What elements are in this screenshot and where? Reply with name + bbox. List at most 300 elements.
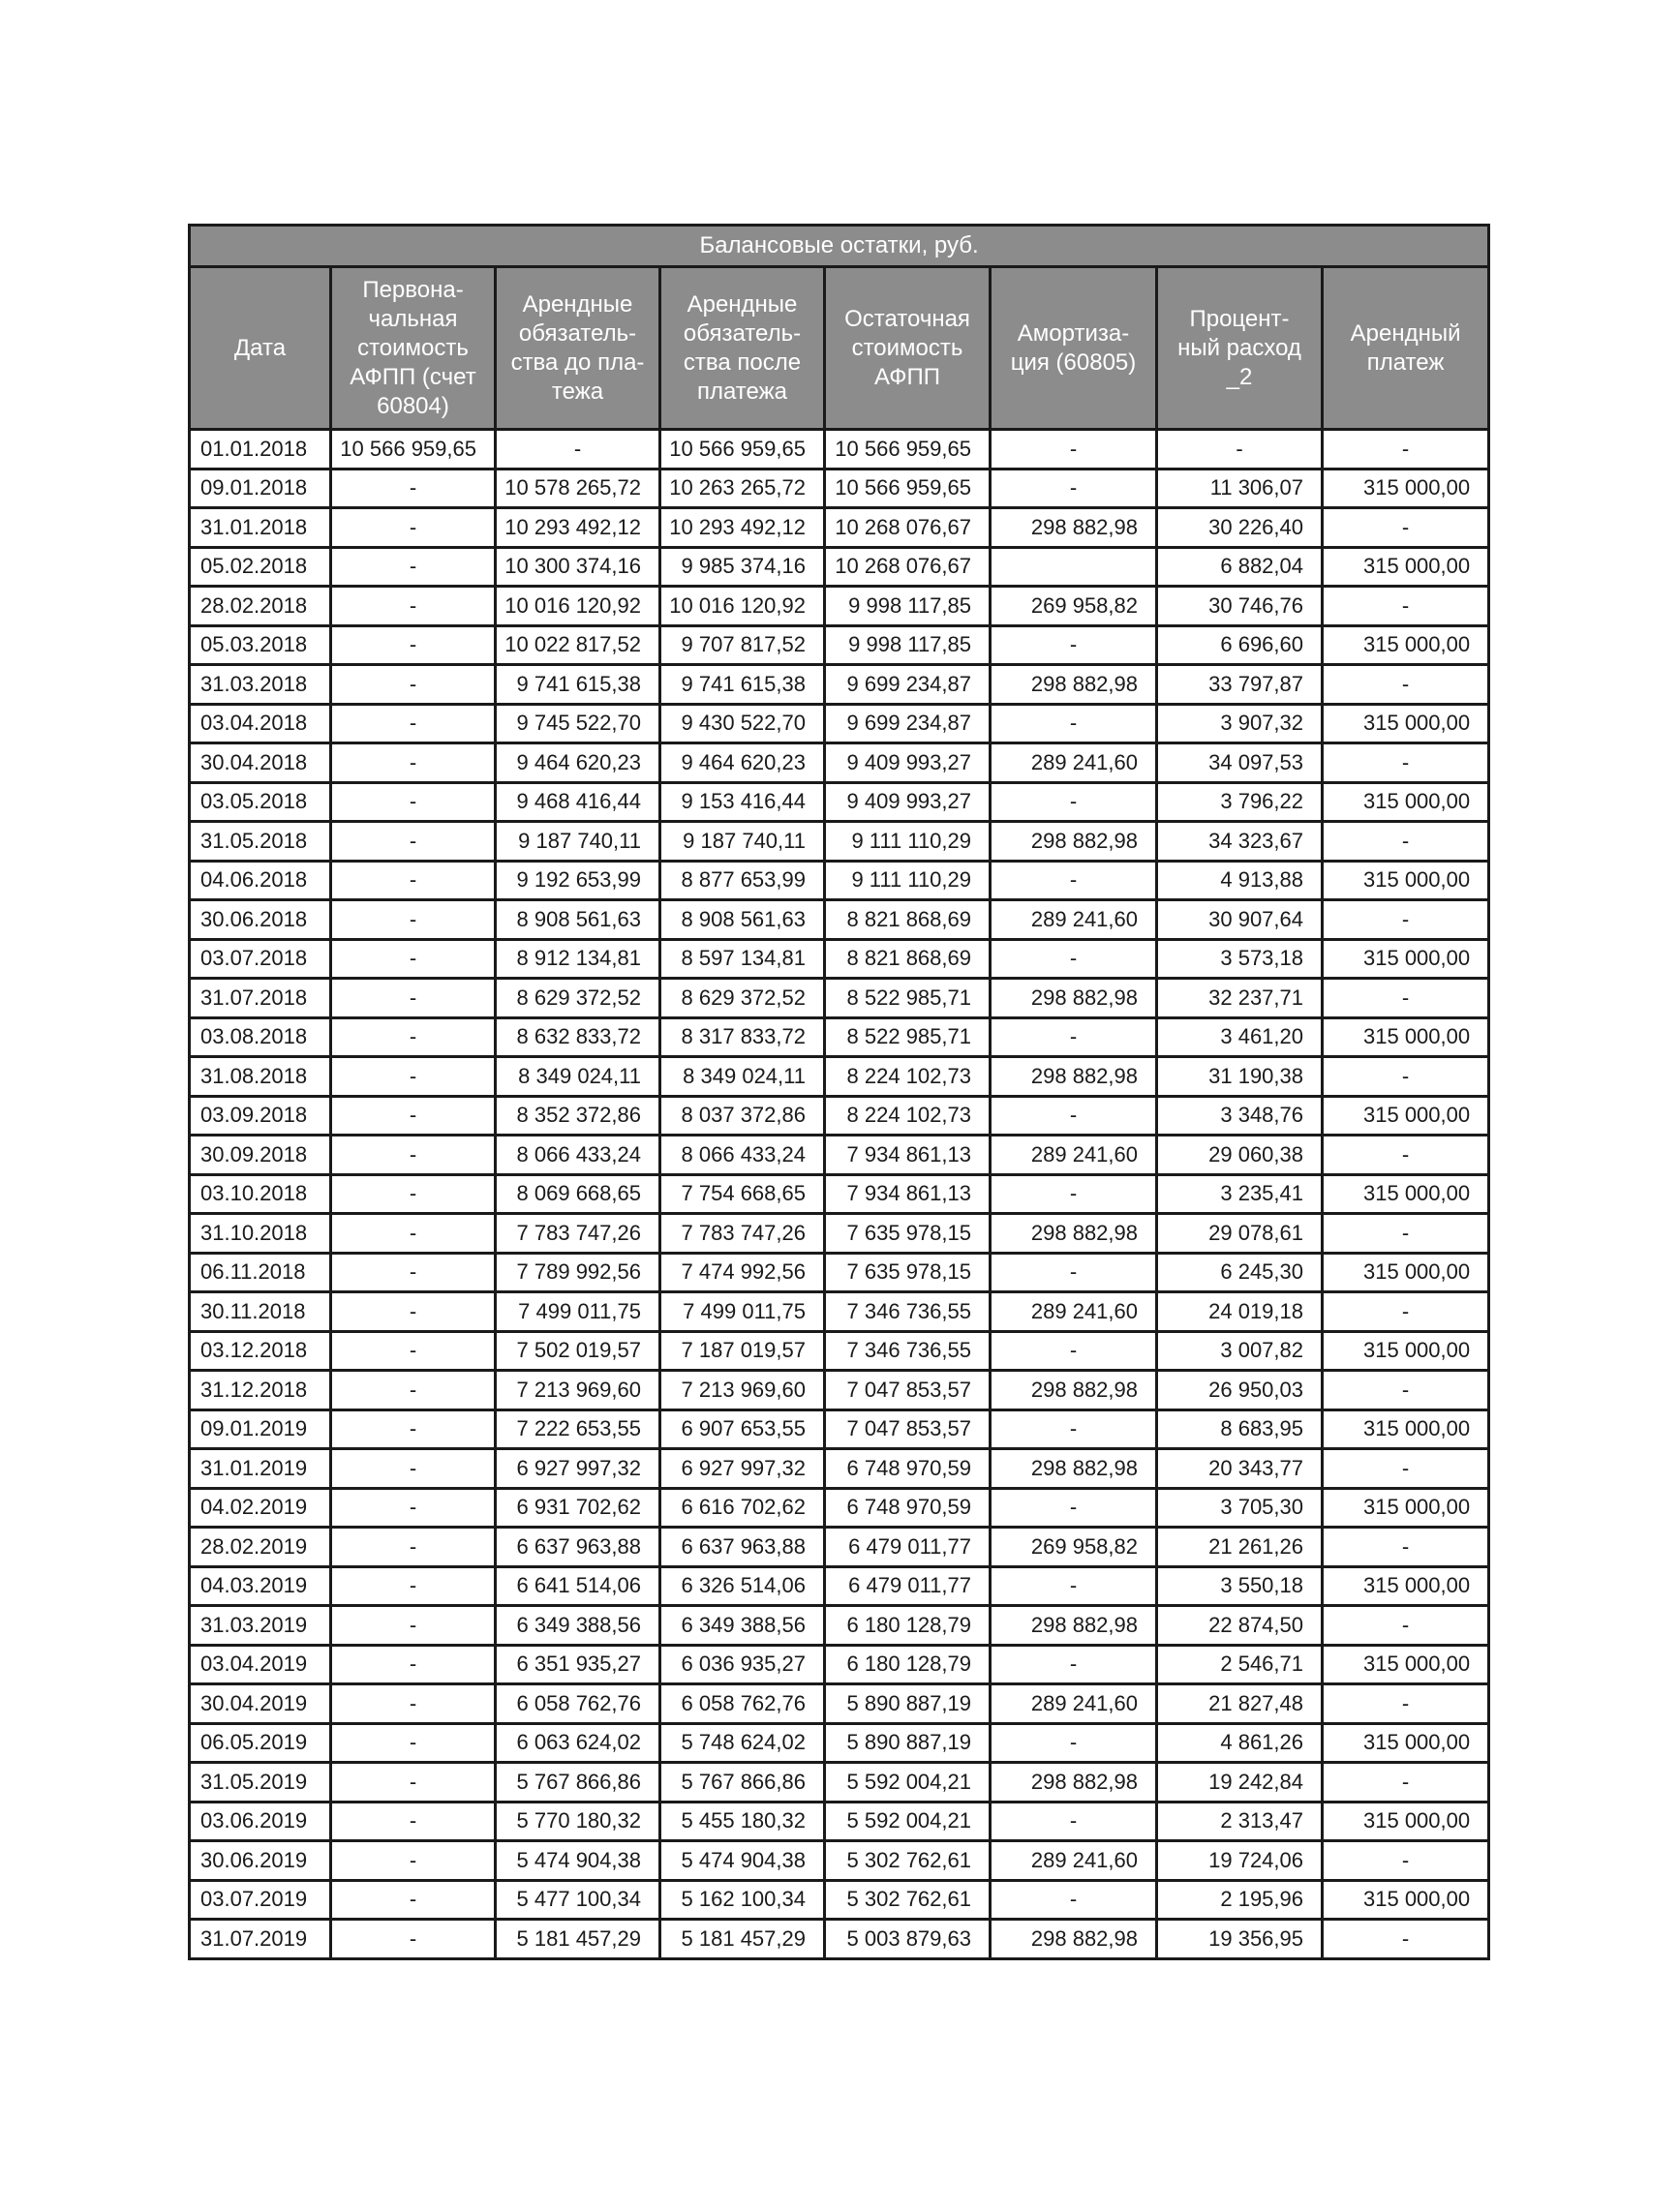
cell-initial-cost: -: [331, 1920, 496, 1959]
cell-liabilities-before: 8 912 134,81: [496, 939, 660, 979]
cell-interest-expense: 3 348,76: [1157, 1096, 1323, 1136]
cell-date: 03.05.2018: [190, 782, 331, 822]
table-row: [190, 1174, 1489, 1214]
cell-liabilities-before: 8 632 833,72: [496, 1017, 660, 1057]
cell-liabilities-after: 9 707 817,52: [660, 625, 825, 665]
cell-initial-cost: -: [331, 1136, 496, 1175]
cell-interest-expense: 2 195,96: [1157, 1880, 1323, 1920]
table-row: [190, 547, 1489, 587]
cell-initial-cost: -: [331, 1409, 496, 1449]
cell-interest-expense: 3 907,32: [1157, 704, 1323, 743]
cell-interest-expense: 11 306,07: [1157, 469, 1323, 508]
cell-interest-expense: 33 797,87: [1157, 665, 1323, 705]
cell-liabilities-before: 5 767 866,86: [496, 1763, 660, 1803]
cell-residual-value: 7 346 736,55: [825, 1292, 991, 1332]
cell-liabilities-after: 8 877 653,99: [660, 861, 825, 900]
cell-liabilities-before: 8 352 372,86: [496, 1096, 660, 1136]
cell-lease-payment: -: [1323, 1449, 1489, 1489]
cell-date: 03.04.2019: [190, 1645, 331, 1684]
cell-date: 30.09.2018: [190, 1136, 331, 1175]
cell-liabilities-after: 8 037 372,86: [660, 1096, 825, 1136]
column-header-liabilities-after: Арендные обязатель- ства после платежа: [660, 267, 825, 430]
cell-initial-cost: -: [331, 1488, 496, 1528]
cell-initial-cost: -: [331, 1606, 496, 1646]
cell-date: 03.12.2018: [190, 1331, 331, 1371]
cell-lease-payment: 315 000,00: [1323, 1331, 1489, 1371]
cell-liabilities-after: 7 187 019,57: [660, 1331, 825, 1371]
cell-lease-payment: -: [1323, 1371, 1489, 1410]
cell-liabilities-after: 5 767 866,86: [660, 1763, 825, 1803]
table-title: Балансовые остатки, руб.: [190, 226, 1489, 267]
cell-depreciation: [991, 547, 1157, 587]
cell-liabilities-before: 5 474 904,38: [496, 1841, 660, 1881]
balance-table: [188, 224, 1490, 1960]
cell-liabilities-before: 8 349 024,11: [496, 1057, 660, 1097]
cell-residual-value: 9 409 993,27: [825, 743, 991, 783]
cell-lease-payment: 315 000,00: [1323, 1723, 1489, 1763]
cell-depreciation: -: [991, 1253, 1157, 1292]
cell-lease-payment: 315 000,00: [1323, 782, 1489, 822]
cell-initial-cost: -: [331, 1645, 496, 1684]
cell-depreciation: 298 882,98: [991, 1057, 1157, 1097]
cell-depreciation: 289 241,60: [991, 900, 1157, 940]
cell-date: 04.03.2019: [190, 1566, 331, 1606]
cell-date: 09.01.2019: [190, 1409, 331, 1449]
column-header-liabilities-before: Арендные обязатель- ства до пла- тежа: [496, 267, 660, 430]
cell-date: 31.07.2018: [190, 979, 331, 1018]
cell-initial-cost: -: [331, 1802, 496, 1841]
cell-residual-value: 7 047 853,57: [825, 1371, 991, 1410]
table-row: [190, 1371, 1489, 1410]
cell-lease-payment: -: [1323, 1606, 1489, 1646]
cell-liabilities-before: 7 783 747,26: [496, 1214, 660, 1254]
cell-interest-expense: 3 235,41: [1157, 1174, 1323, 1214]
cell-depreciation: -: [991, 1096, 1157, 1136]
cell-liabilities-before: 6 931 702,62: [496, 1488, 660, 1528]
cell-interest-expense: 19 356,95: [1157, 1920, 1323, 1959]
cell-depreciation: -: [991, 1880, 1157, 1920]
cell-liabilities-after: 8 629 372,52: [660, 979, 825, 1018]
table-row: [190, 1488, 1489, 1528]
cell-depreciation: 298 882,98: [991, 1214, 1157, 1254]
cell-interest-expense: 6 696,60: [1157, 625, 1323, 665]
cell-depreciation: 289 241,60: [991, 1136, 1157, 1175]
cell-liabilities-before: 9 187 740,11: [496, 822, 660, 862]
cell-date: 04.02.2019: [190, 1488, 331, 1528]
cell-date: 05.02.2018: [190, 547, 331, 587]
cell-residual-value: 10 566 959,65: [825, 469, 991, 508]
cell-date: 30.11.2018: [190, 1292, 331, 1332]
cell-date: 30.06.2019: [190, 1841, 331, 1881]
cell-depreciation: 289 241,60: [991, 1841, 1157, 1881]
table-row: [190, 900, 1489, 940]
cell-depreciation: 298 882,98: [991, 1763, 1157, 1803]
cell-liabilities-before: 9 464 620,23: [496, 743, 660, 783]
cell-liabilities-before: 5 770 180,32: [496, 1802, 660, 1841]
cell-lease-payment: 315 000,00: [1323, 469, 1489, 508]
cell-depreciation: -: [991, 1017, 1157, 1057]
cell-liabilities-after: 6 349 388,56: [660, 1606, 825, 1646]
table-body: [190, 430, 1489, 1959]
cell-residual-value: 6 748 970,59: [825, 1449, 991, 1489]
cell-initial-cost: -: [331, 979, 496, 1018]
cell-liabilities-before: 9 468 416,44: [496, 782, 660, 822]
cell-interest-expense: 26 950,03: [1157, 1371, 1323, 1410]
cell-residual-value: 5 302 762,61: [825, 1880, 991, 1920]
cell-residual-value: 5 003 879,63: [825, 1920, 991, 1959]
cell-depreciation: 269 958,82: [991, 1528, 1157, 1567]
cell-lease-payment: 315 000,00: [1323, 1880, 1489, 1920]
cell-lease-payment: -: [1323, 1136, 1489, 1175]
cell-date: 28.02.2018: [190, 587, 331, 626]
cell-lease-payment: -: [1323, 900, 1489, 940]
cell-interest-expense: 3 705,30: [1157, 1488, 1323, 1528]
cell-interest-expense: 30 907,64: [1157, 900, 1323, 940]
cell-date: 03.04.2018: [190, 704, 331, 743]
cell-interest-expense: 22 874,50: [1157, 1606, 1323, 1646]
cell-liabilities-after: 8 349 024,11: [660, 1057, 825, 1097]
cell-interest-expense: 31 190,38: [1157, 1057, 1323, 1097]
cell-liabilities-after: 6 326 514,06: [660, 1566, 825, 1606]
cell-liabilities-before: 6 349 388,56: [496, 1606, 660, 1646]
cell-liabilities-after: 5 181 457,29: [660, 1920, 825, 1959]
table-row: [190, 1606, 1489, 1646]
cell-lease-payment: 315 000,00: [1323, 1253, 1489, 1292]
cell-initial-cost: -: [331, 1331, 496, 1371]
cell-residual-value: 6 748 970,59: [825, 1488, 991, 1528]
cell-interest-expense: 3 550,18: [1157, 1566, 1323, 1606]
cell-liabilities-after: 9 187 740,11: [660, 822, 825, 862]
cell-date: 30.04.2019: [190, 1684, 331, 1724]
cell-depreciation: 298 882,98: [991, 1371, 1157, 1410]
cell-interest-expense: 29 060,38: [1157, 1136, 1323, 1175]
cell-lease-payment: 315 000,00: [1323, 625, 1489, 665]
table-row: [190, 1920, 1489, 1959]
cell-initial-cost: -: [331, 1449, 496, 1489]
cell-lease-payment: 315 000,00: [1323, 1566, 1489, 1606]
cell-interest-expense: 3 007,82: [1157, 1331, 1323, 1371]
cell-interest-expense: 8 683,95: [1157, 1409, 1323, 1449]
table-row: [190, 1802, 1489, 1841]
cell-liabilities-after: 9 464 620,23: [660, 743, 825, 783]
cell-liabilities-after: 9 985 374,16: [660, 547, 825, 587]
table-row: [190, 979, 1489, 1018]
cell-liabilities-before: 5 181 457,29: [496, 1920, 660, 1959]
table-row: [190, 1017, 1489, 1057]
cell-lease-payment: 315 000,00: [1323, 1488, 1489, 1528]
cell-lease-payment: -: [1323, 979, 1489, 1018]
cell-liabilities-before: 6 637 963,88: [496, 1528, 660, 1567]
cell-residual-value: 7 047 853,57: [825, 1409, 991, 1449]
cell-liabilities-after: 9 430 522,70: [660, 704, 825, 743]
table-row: [190, 1645, 1489, 1684]
cell-depreciation: 298 882,98: [991, 1606, 1157, 1646]
cell-lease-payment: 315 000,00: [1323, 939, 1489, 979]
cell-residual-value: 7 934 861,13: [825, 1136, 991, 1175]
cell-liabilities-after: 5 455 180,32: [660, 1802, 825, 1841]
cell-liabilities-after: 10 016 120,92: [660, 587, 825, 626]
cell-date: 03.06.2019: [190, 1802, 331, 1841]
cell-date: 31.03.2019: [190, 1606, 331, 1646]
cell-interest-expense: 34 323,67: [1157, 822, 1323, 862]
cell-depreciation: -: [991, 704, 1157, 743]
cell-initial-cost: -: [331, 1371, 496, 1410]
cell-depreciation: -: [991, 1802, 1157, 1841]
cell-depreciation: 269 958,82: [991, 587, 1157, 626]
cell-residual-value: 6 479 011,77: [825, 1528, 991, 1567]
cell-date: 06.05.2019: [190, 1723, 331, 1763]
cell-depreciation: 289 241,60: [991, 743, 1157, 783]
cell-liabilities-after: 5 474 904,38: [660, 1841, 825, 1881]
cell-liabilities-after: 6 616 702,62: [660, 1488, 825, 1528]
cell-depreciation: 298 882,98: [991, 665, 1157, 705]
cell-initial-cost: -: [331, 1763, 496, 1803]
cell-initial-cost: -: [331, 822, 496, 862]
table-row: [190, 1096, 1489, 1136]
cell-interest-expense: 3 796,22: [1157, 782, 1323, 822]
cell-liabilities-after: 10 263 265,72: [660, 469, 825, 508]
cell-interest-expense: -: [1157, 430, 1323, 470]
cell-residual-value: 6 180 128,79: [825, 1645, 991, 1684]
table-row: [190, 665, 1489, 705]
cell-depreciation: -: [991, 430, 1157, 470]
cell-date: 31.07.2019: [190, 1920, 331, 1959]
cell-lease-payment: 315 000,00: [1323, 547, 1489, 587]
cell-interest-expense: 19 242,84: [1157, 1763, 1323, 1803]
cell-liabilities-after: 8 597 134,81: [660, 939, 825, 979]
cell-initial-cost: -: [331, 587, 496, 626]
cell-liabilities-after: 7 754 668,65: [660, 1174, 825, 1214]
cell-initial-cost: -: [331, 782, 496, 822]
table-row: [190, 1528, 1489, 1567]
cell-liabilities-before: 6 927 997,32: [496, 1449, 660, 1489]
table-row: [190, 508, 1489, 548]
cell-depreciation: -: [991, 469, 1157, 508]
cell-initial-cost: -: [331, 1684, 496, 1724]
cell-lease-payment: -: [1323, 1214, 1489, 1254]
cell-liabilities-before: 8 629 372,52: [496, 979, 660, 1018]
cell-interest-expense: 29 078,61: [1157, 1214, 1323, 1254]
cell-lease-payment: -: [1323, 508, 1489, 548]
table-row: [190, 1880, 1489, 1920]
cell-date: 31.05.2019: [190, 1763, 331, 1803]
cell-liabilities-after: 6 058 762,76: [660, 1684, 825, 1724]
cell-liabilities-after: 7 499 011,75: [660, 1292, 825, 1332]
column-header-initial-cost: Первона- чальная стоимость АФПП (счет 60804): [331, 267, 496, 430]
cell-interest-expense: 21 827,48: [1157, 1684, 1323, 1724]
cell-initial-cost: -: [331, 1017, 496, 1057]
cell-lease-payment: -: [1323, 1841, 1489, 1881]
cell-initial-cost: -: [331, 861, 496, 900]
cell-liabilities-before: 6 063 624,02: [496, 1723, 660, 1763]
cell-initial-cost: -: [331, 1096, 496, 1136]
cell-depreciation: -: [991, 1174, 1157, 1214]
cell-liabilities-after: 5 162 100,34: [660, 1880, 825, 1920]
cell-date: 31.10.2018: [190, 1214, 331, 1254]
cell-liabilities-before: 9 745 522,70: [496, 704, 660, 743]
cell-interest-expense: 30 746,76: [1157, 587, 1323, 626]
cell-interest-expense: 34 097,53: [1157, 743, 1323, 783]
cell-date: 03.07.2019: [190, 1880, 331, 1920]
cell-liabilities-before: 8 066 433,24: [496, 1136, 660, 1175]
cell-lease-payment: 315 000,00: [1323, 1409, 1489, 1449]
cell-depreciation: -: [991, 1723, 1157, 1763]
table-title-row: [190, 226, 1489, 267]
cell-depreciation: -: [991, 782, 1157, 822]
cell-residual-value: 8 224 102,73: [825, 1057, 991, 1097]
cell-residual-value: 6 180 128,79: [825, 1606, 991, 1646]
cell-lease-payment: -: [1323, 743, 1489, 783]
cell-date: 31.08.2018: [190, 1057, 331, 1097]
cell-lease-payment: 315 000,00: [1323, 1096, 1489, 1136]
cell-interest-expense: 2 313,47: [1157, 1802, 1323, 1841]
cell-interest-expense: 6 245,30: [1157, 1253, 1323, 1292]
column-header-lease-payment: Арендный платеж: [1323, 267, 1489, 430]
table-row: [190, 782, 1489, 822]
cell-date: 01.01.2018: [190, 430, 331, 470]
table-row: [190, 743, 1489, 783]
cell-depreciation: -: [991, 1488, 1157, 1528]
cell-liabilities-before: 6 058 762,76: [496, 1684, 660, 1724]
cell-date: 03.08.2018: [190, 1017, 331, 1057]
cell-date: 31.01.2019: [190, 1449, 331, 1489]
cell-residual-value: 5 302 762,61: [825, 1841, 991, 1881]
cell-date: 30.06.2018: [190, 900, 331, 940]
cell-lease-payment: -: [1323, 1292, 1489, 1332]
cell-date: 04.06.2018: [190, 861, 331, 900]
cell-residual-value: 8 522 985,71: [825, 1017, 991, 1057]
cell-liabilities-before: 8 908 561,63: [496, 900, 660, 940]
cell-liabilities-before: 6 641 514,06: [496, 1566, 660, 1606]
cell-date: 03.10.2018: [190, 1174, 331, 1214]
cell-interest-expense: 3 573,18: [1157, 939, 1323, 979]
cell-liabilities-before: 10 022 817,52: [496, 625, 660, 665]
cell-liabilities-before: 8 069 668,65: [496, 1174, 660, 1214]
cell-liabilities-after: 6 927 997,32: [660, 1449, 825, 1489]
cell-depreciation: 298 882,98: [991, 1449, 1157, 1489]
column-header-date: Дата: [190, 267, 331, 430]
cell-date: 31.12.2018: [190, 1371, 331, 1410]
cell-lease-payment: -: [1323, 1057, 1489, 1097]
cell-date: 30.04.2018: [190, 743, 331, 783]
cell-residual-value: 5 592 004,21: [825, 1802, 991, 1841]
cell-liabilities-before: 6 351 935,27: [496, 1645, 660, 1684]
cell-interest-expense: 20 343,77: [1157, 1449, 1323, 1489]
cell-depreciation: 298 882,98: [991, 1920, 1157, 1959]
cell-residual-value: 9 699 234,87: [825, 704, 991, 743]
cell-date: 06.11.2018: [190, 1253, 331, 1292]
cell-lease-payment: -: [1323, 1684, 1489, 1724]
cell-initial-cost: -: [331, 469, 496, 508]
cell-residual-value: 7 635 978,15: [825, 1214, 991, 1254]
cell-depreciation: -: [991, 861, 1157, 900]
cell-liabilities-after: 6 637 963,88: [660, 1528, 825, 1567]
table-row: [190, 1566, 1489, 1606]
cell-initial-cost: -: [331, 1528, 496, 1567]
cell-initial-cost: -: [331, 1292, 496, 1332]
cell-depreciation: -: [991, 1566, 1157, 1606]
cell-liabilities-after: 6 907 653,55: [660, 1409, 825, 1449]
cell-lease-payment: 315 000,00: [1323, 861, 1489, 900]
table-row: [190, 939, 1489, 979]
cell-interest-expense: 21 261,26: [1157, 1528, 1323, 1567]
cell-residual-value: 9 111 110,29: [825, 861, 991, 900]
cell-lease-payment: 315 000,00: [1323, 1017, 1489, 1057]
cell-initial-cost: -: [331, 900, 496, 940]
cell-depreciation: 289 241,60: [991, 1292, 1157, 1332]
column-header-interest-expense: Процент- ный расход _2: [1157, 267, 1323, 430]
cell-date: 28.02.2019: [190, 1528, 331, 1567]
cell-residual-value: 8 821 868,69: [825, 939, 991, 979]
cell-date: 09.01.2018: [190, 469, 331, 508]
cell-interest-expense: 6 882,04: [1157, 547, 1323, 587]
cell-date: 05.03.2018: [190, 625, 331, 665]
cell-residual-value: 7 635 978,15: [825, 1253, 991, 1292]
cell-initial-cost: -: [331, 704, 496, 743]
cell-residual-value: 8 821 868,69: [825, 900, 991, 940]
cell-liabilities-after: 10 566 959,65: [660, 430, 825, 470]
cell-liabilities-before: 9 741 615,38: [496, 665, 660, 705]
cell-initial-cost: -: [331, 1214, 496, 1254]
table-row: [190, 1331, 1489, 1371]
cell-depreciation: -: [991, 625, 1157, 665]
cell-lease-payment: -: [1323, 665, 1489, 705]
table-row: [190, 1292, 1489, 1332]
cell-liabilities-before: 7 222 653,55: [496, 1409, 660, 1449]
cell-residual-value: 10 566 959,65: [825, 430, 991, 470]
cell-residual-value: 7 934 861,13: [825, 1174, 991, 1214]
cell-initial-cost: -: [331, 1723, 496, 1763]
table-row: [190, 1841, 1489, 1881]
cell-liabilities-after: 5 748 624,02: [660, 1723, 825, 1763]
cell-depreciation: -: [991, 1331, 1157, 1371]
cell-initial-cost: -: [331, 665, 496, 705]
cell-lease-payment: -: [1323, 1528, 1489, 1567]
cell-interest-expense: 24 019,18: [1157, 1292, 1323, 1332]
cell-initial-cost: -: [331, 1841, 496, 1881]
table-row: [190, 822, 1489, 862]
cell-residual-value: 8 224 102,73: [825, 1096, 991, 1136]
cell-initial-cost: -: [331, 1057, 496, 1097]
table-row: [190, 1763, 1489, 1803]
cell-liabilities-before: 7 213 969,60: [496, 1371, 660, 1410]
cell-interest-expense: 4 861,26: [1157, 1723, 1323, 1763]
cell-liabilities-after: 9 153 416,44: [660, 782, 825, 822]
cell-liabilities-before: 10 293 492,12: [496, 508, 660, 548]
table-row: [190, 625, 1489, 665]
cell-liabilities-after: 8 317 833,72: [660, 1017, 825, 1057]
cell-liabilities-before: 10 578 265,72: [496, 469, 660, 508]
cell-residual-value: 5 890 887,19: [825, 1684, 991, 1724]
cell-liabilities-before: 10 300 374,16: [496, 547, 660, 587]
cell-interest-expense: 2 546,71: [1157, 1645, 1323, 1684]
cell-interest-expense: 4 913,88: [1157, 861, 1323, 900]
table-row: [190, 469, 1489, 508]
cell-residual-value: 9 998 117,85: [825, 625, 991, 665]
column-header-depreciation: Амортиза- ция (60805): [991, 267, 1157, 430]
cell-lease-payment: -: [1323, 587, 1489, 626]
cell-residual-value: 5 592 004,21: [825, 1763, 991, 1803]
cell-lease-payment: 315 000,00: [1323, 1174, 1489, 1214]
cell-lease-payment: 315 000,00: [1323, 1645, 1489, 1684]
table-row: [190, 1253, 1489, 1292]
cell-residual-value: 7 346 736,55: [825, 1331, 991, 1371]
cell-lease-payment: 315 000,00: [1323, 704, 1489, 743]
cell-residual-value: 9 699 234,87: [825, 665, 991, 705]
cell-interest-expense: 3 461,20: [1157, 1017, 1323, 1057]
cell-liabilities-after: 10 293 492,12: [660, 508, 825, 548]
cell-residual-value: 6 479 011,77: [825, 1566, 991, 1606]
